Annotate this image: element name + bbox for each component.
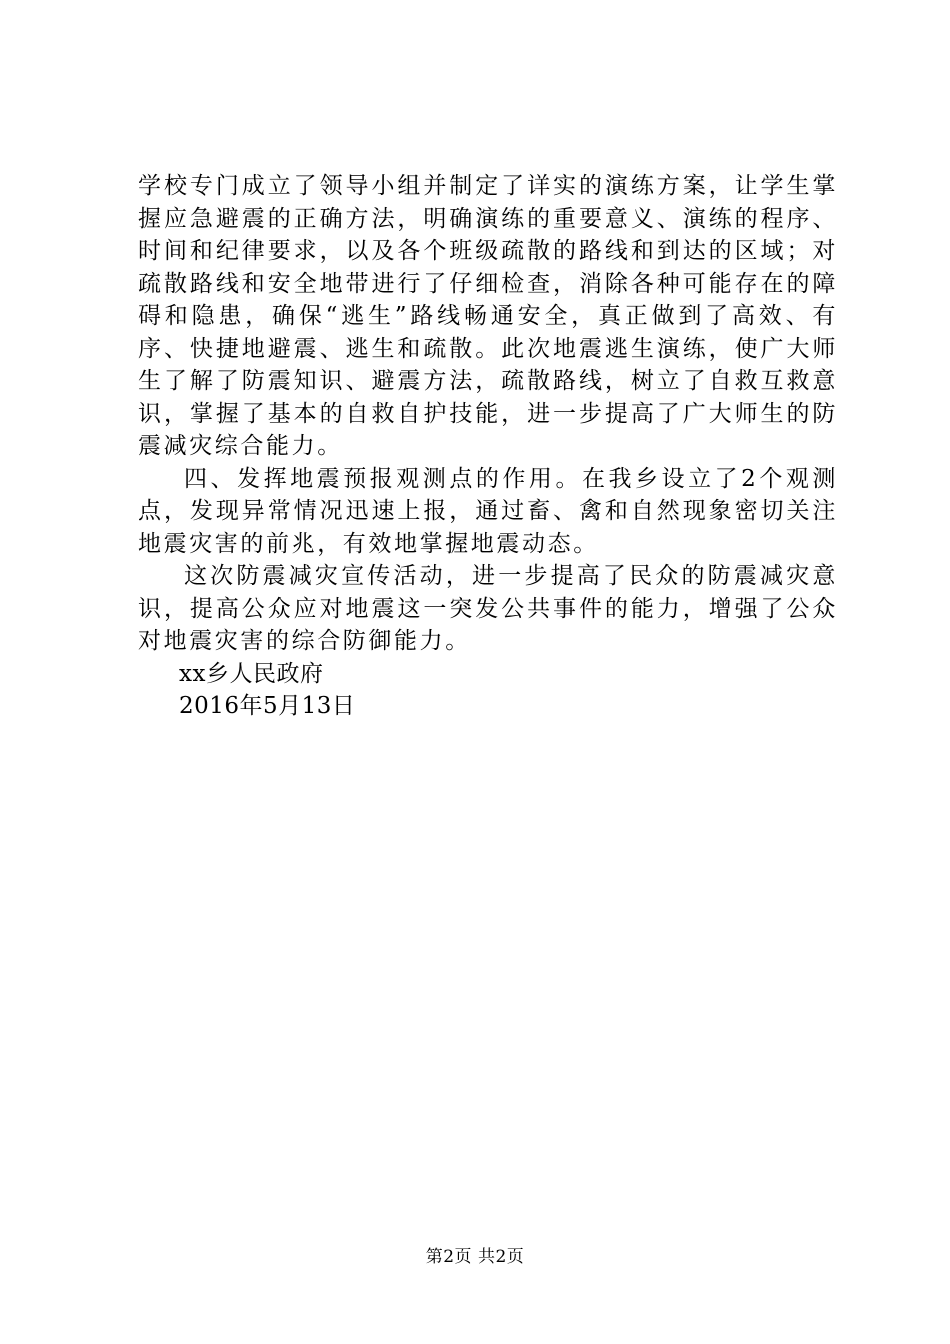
page-number-footer: 第2页 共2页 [425, 1247, 525, 1267]
paragraph-summary: 这次防震减灾宣传活动，进一步提高了民众的防震减灾意识，提高公众应对地震这一突发公共事件的能力，增强了公众对地震灾害的综合防御能力。 [138, 563, 838, 654]
paragraph-observation-points: 四、发挥地震预报观测点的作用。在我乡设立了2个观测点，发现异常情况迅速上报，通过畜、禽和自然现象密切关注地震灾害的前兆，有效地掌握地震动态。 [138, 465, 838, 557]
document-body [138, 170, 838, 723]
signature-date: 2016年5月13日 [179, 693, 356, 719]
signature-organization: xx乡人民政府 [179, 660, 324, 687]
paragraph-drill: 学校专门成立了领导小组并制定了详实的演练方案，让学生掌握应急避震的正确方法，明确演练的重要意义、演练的程序、时间和纪律要求，以及各个班级疏散的路线和到达的区域；对疏散路线和安全地带进行了仔细检查，消除各种可能存在的障碍和隐患，确保“逃生”路线畅通安全，真正做到了高效、有序、快捷地避震、逃生和疏散。此次地震逃生演练，使广大师生了解了防震知识、避震方法，疏散路线，树立了自救互救意识，掌握了基本的自救自护技能，进一步提高了广大师生的防震减灾综合能力。 [138, 173, 838, 459]
